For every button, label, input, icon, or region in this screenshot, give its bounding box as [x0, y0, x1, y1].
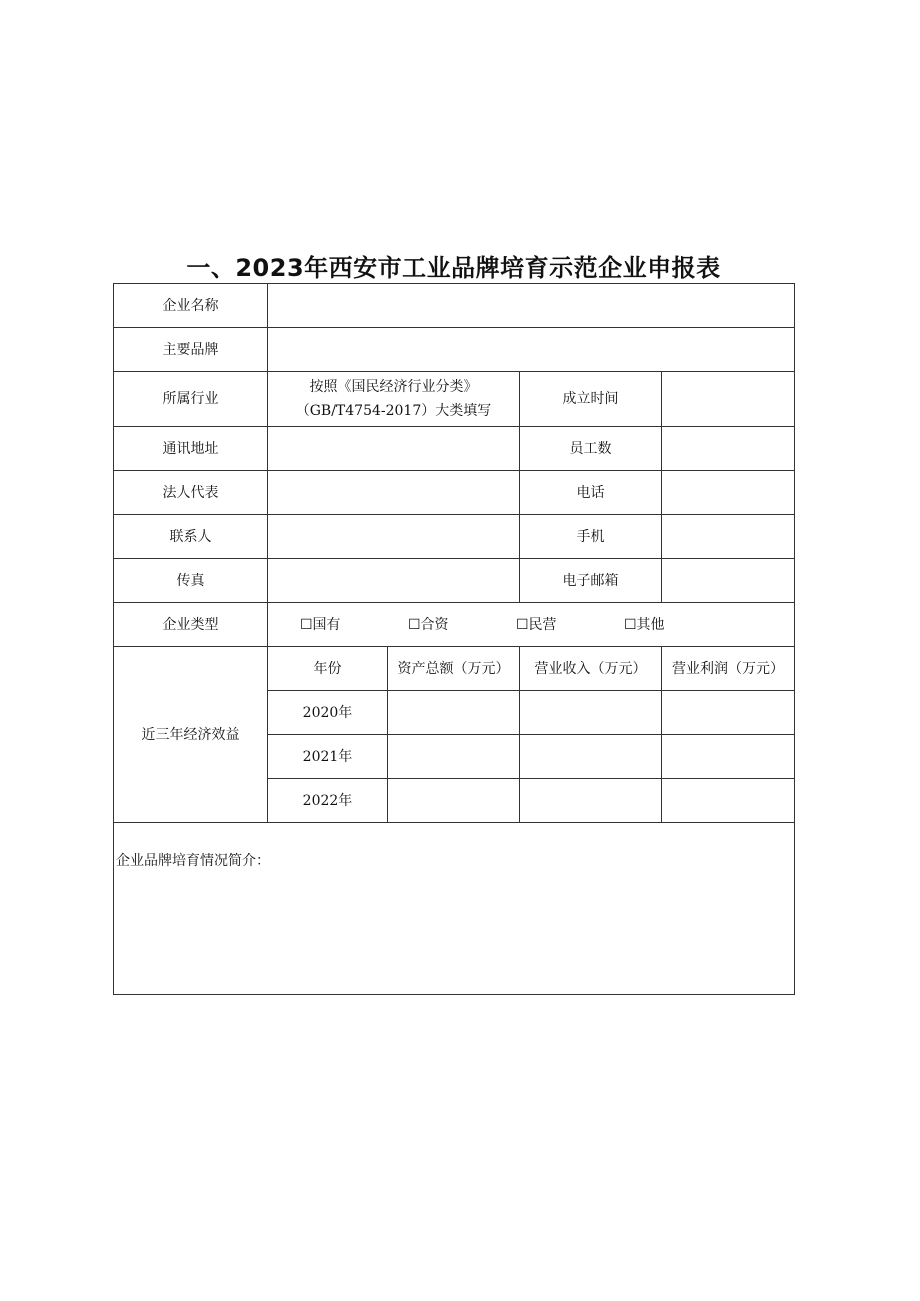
label-address: 通讯地址	[114, 427, 268, 471]
assets-2020-field[interactable]	[388, 691, 520, 735]
phone-field[interactable]	[662, 471, 795, 515]
mobile-field[interactable]	[662, 515, 795, 559]
year-2020: 2020年	[268, 691, 388, 735]
company-name-field[interactable]	[268, 284, 795, 328]
contact-field[interactable]	[268, 515, 520, 559]
econ-header-assets: 资产总额（万元）	[388, 647, 520, 691]
assets-2021-field[interactable]	[388, 735, 520, 779]
label-company-type: 企业类型	[114, 603, 268, 647]
company-type-options	[268, 603, 795, 647]
address-field[interactable]	[268, 427, 520, 471]
industry-hint-line-2: （GB/T4754-2017）大类填写	[295, 403, 492, 419]
brand-intro-field[interactable]	[114, 823, 795, 995]
email-field[interactable]	[662, 559, 795, 603]
application-form-table	[113, 283, 795, 995]
label-legal-rep: 法人代表	[114, 471, 268, 515]
main-brand-field[interactable]	[268, 328, 795, 372]
revenue-2022-field[interactable]	[520, 779, 662, 823]
industry-field[interactable]	[268, 372, 520, 427]
checkbox-private[interactable]: ☐民营	[516, 616, 557, 633]
revenue-2020-field[interactable]	[520, 691, 662, 735]
form-title: 一、2023年西安市工业品牌培育示范企业申报表	[186, 254, 721, 282]
assets-2022-field[interactable]	[388, 779, 520, 823]
label-fax: 传真	[114, 559, 268, 603]
label-mobile: 手机	[520, 515, 662, 559]
checkbox-state-owned[interactable]: ☐国有	[300, 616, 341, 633]
profit-2021-field[interactable]	[662, 735, 795, 779]
econ-header-year: 年份	[268, 647, 388, 691]
revenue-2021-field[interactable]	[520, 735, 662, 779]
label-employees: 员工数	[520, 427, 662, 471]
fax-field[interactable]	[268, 559, 520, 603]
label-contact: 联系人	[114, 515, 268, 559]
label-company-name: 企业名称	[114, 284, 268, 328]
year-2022: 2022年	[268, 779, 388, 823]
label-main-brand: 主要品牌	[114, 328, 268, 372]
label-phone: 电话	[520, 471, 662, 515]
year-2021: 2021年	[268, 735, 388, 779]
label-economic: 近三年经济效益	[114, 647, 268, 823]
econ-header-profit: 营业利润（万元）	[662, 647, 795, 691]
label-founded: 成立时间	[520, 372, 662, 427]
industry-hint-line-1: 按照《国民经济行业分类》	[309, 379, 478, 395]
profit-2022-field[interactable]	[662, 779, 795, 823]
label-brand-intro: 企业品牌培育情况简介：	[116, 853, 270, 869]
checkbox-other[interactable]: ☐其他	[624, 616, 665, 633]
checkbox-joint-venture[interactable]: ☐合资	[408, 616, 449, 633]
founded-field[interactable]	[662, 372, 795, 427]
label-industry: 所属行业	[114, 372, 268, 427]
econ-header-revenue: 营业收入（万元）	[520, 647, 662, 691]
profit-2020-field[interactable]	[662, 691, 795, 735]
label-email: 电子邮箱	[520, 559, 662, 603]
employees-field[interactable]	[662, 427, 795, 471]
legal-rep-field[interactable]	[268, 471, 520, 515]
